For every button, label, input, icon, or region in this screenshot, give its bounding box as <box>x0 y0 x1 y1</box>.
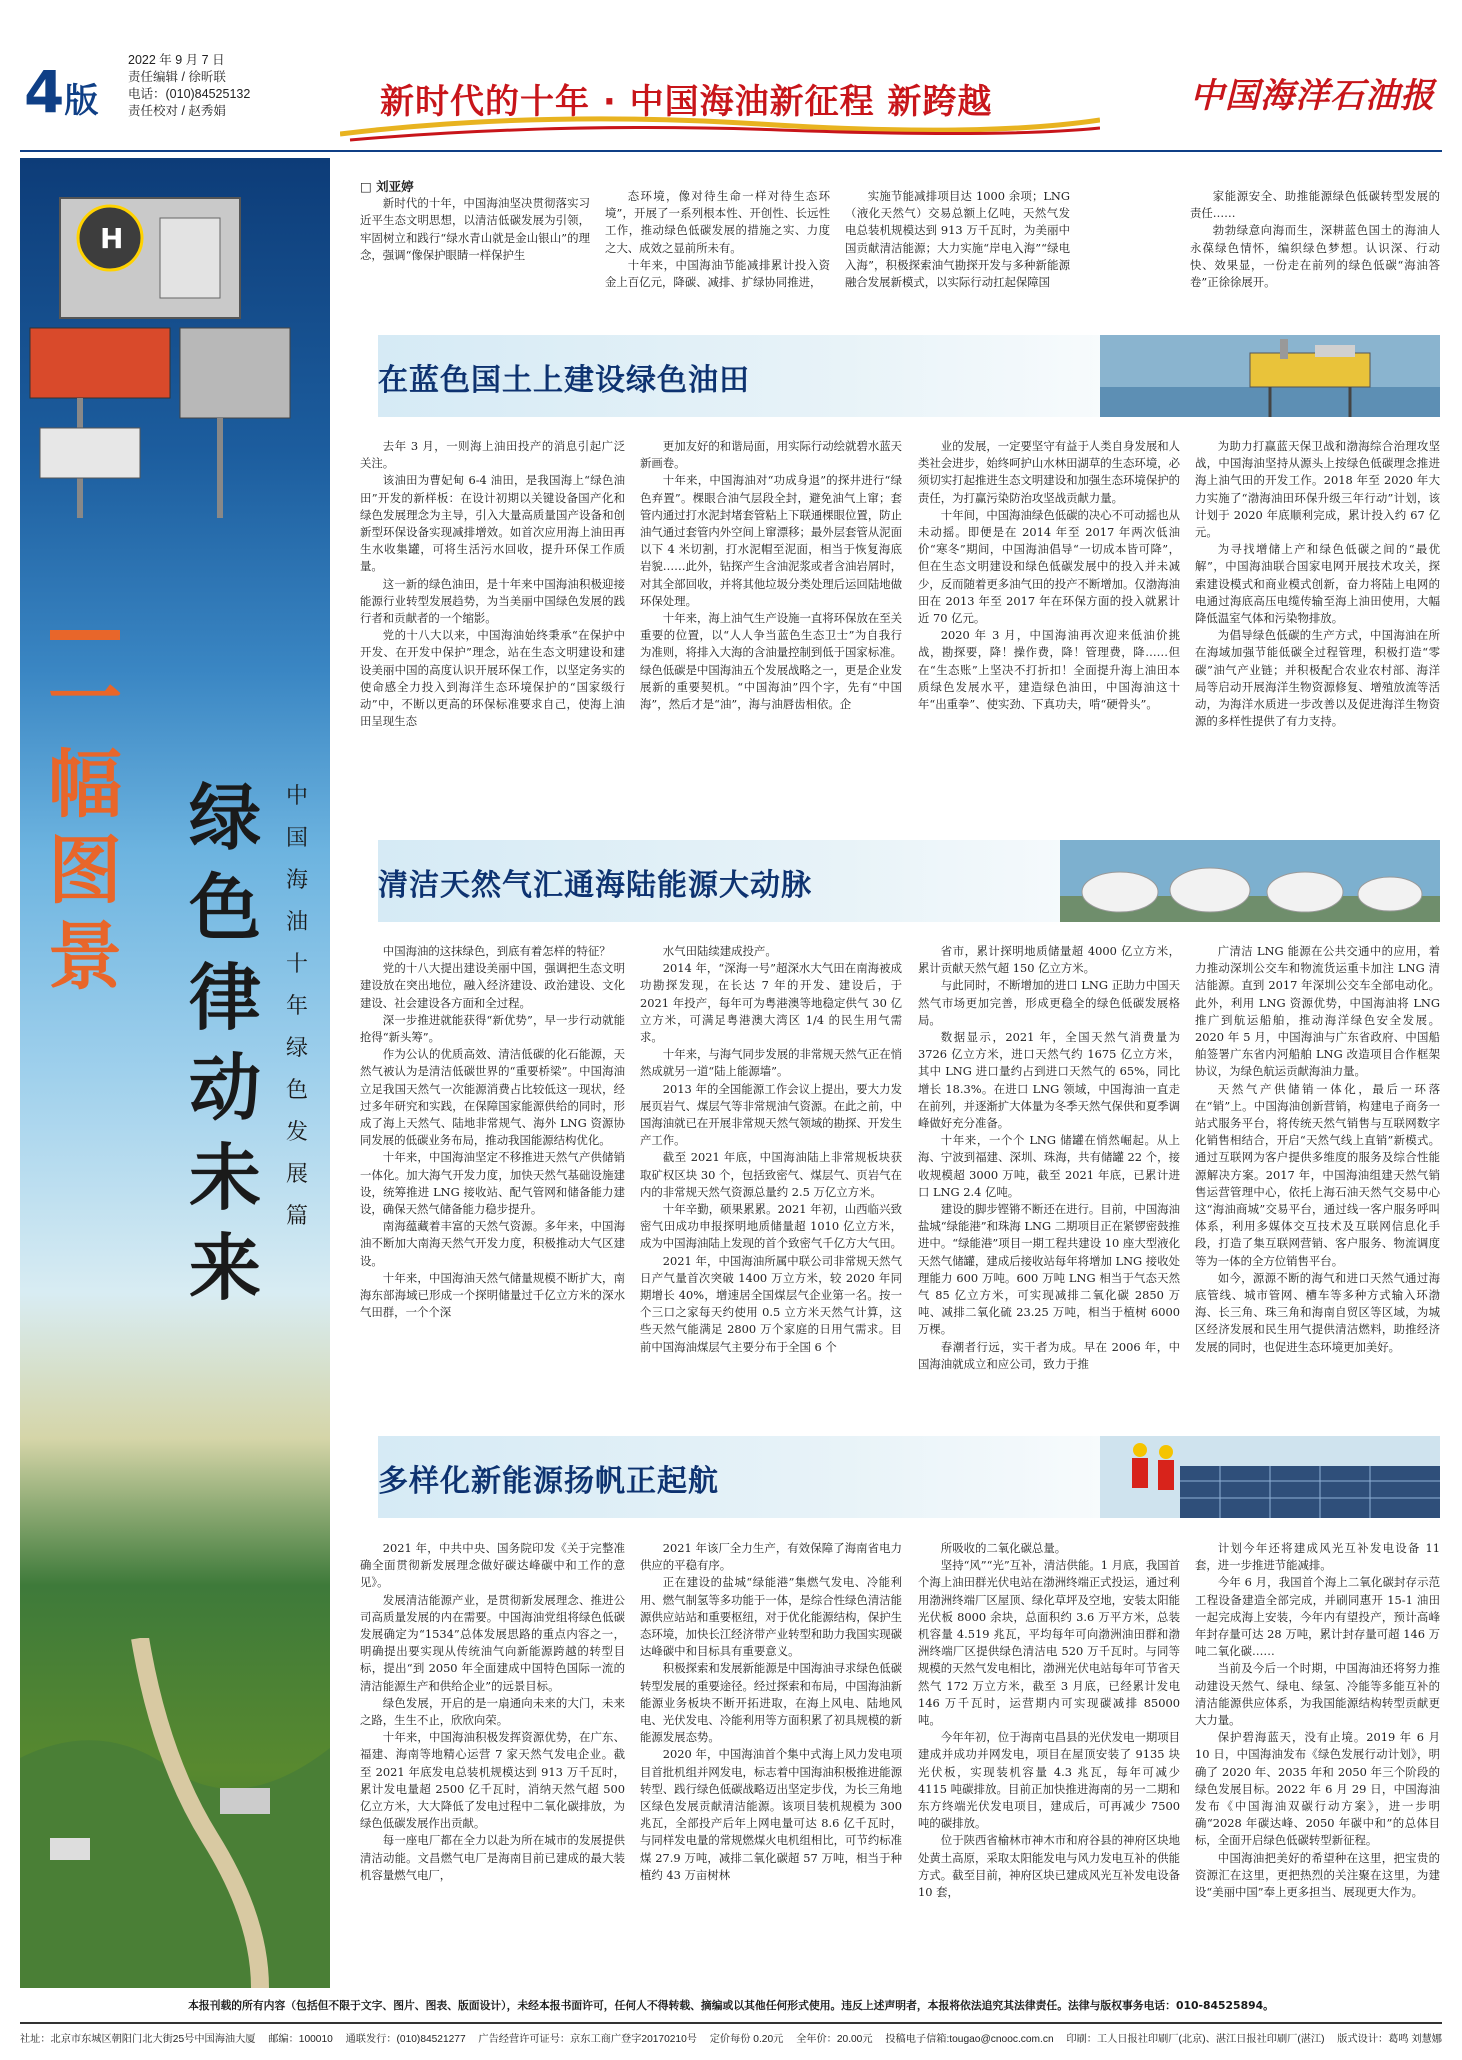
section-header-new-energy <box>360 1436 1440 1518</box>
paragraph: 保护碧海蓝天，没有止境。2019 年 6 月 10 日，中国海油发布《绿色发展行动计划》，明确了 2020 年、2035 年和 2050 年三个阶段的绿色发展目标。2022 年 6 月 29 日，中国海油发布《中国海油双碳行动方案》，进一步明确“2028 年碳达峰、2050 年碳中和”的总体目标，全面开启绿色低碳转型新征程。 <box>1195 1730 1440 1848</box>
footer-price: 定价每份 0.20元 <box>709 2034 784 2045</box>
paragraph: 发展清洁能源产业，是贯彻新发展理念、推进公司高质量发展的内在需要。中国海油党组将绿色低碳发展确定为“1534”总体发展思路的重点内容之一，明确提出要实现从传统油气向新能源跨越的转型目标，提出“到 2050 年全面建成中国特色国际一流的清洁能源生产和供给企业”的远景目标。 <box>360 1592 625 1693</box>
footer-email: 投稿电子信箱:tougao@cnooc.com.cn <box>885 2034 1054 2045</box>
paragraph: 当前及今后一个时期，中国海油还将努力推动建设天然气、绿电、绿氢、冷能等多能互补的清洁能源供应体系，为我国能源结构转型贡献更大力量。 <box>1195 1661 1440 1728</box>
footer-annual-price: 全年价：20.00元 <box>796 2034 873 2045</box>
paragraph: 党的十八大提出建设美丽中国，强调把生态文明建设放在突出地位，融入经济建设、政治建设、文化建设、社会建设各方面和全过程。 <box>360 961 625 1010</box>
paragraph: 为倡导绿色低碳的生产方式，中国海油在所在海域加强节能低碳全过程管理，积极打造“零碳”油气产业链；并积极配合农业农村部、海洋局等启动开展海洋生物资源修复、增殖放流等活动，为海洋水质进一步改善以及促进海洋生物资源的多样性提供了有力支持。 <box>1195 628 1440 729</box>
paragraph: 位于陕西省榆林市神木市和府谷县的神府区块地处黄土高原，采取太阳能发电与风力发电互补的供能方式。截至目前，神府区块已建成风光互补发电设备 10 套， <box>918 1833 1180 1900</box>
paragraph: 2020 年 3 月，中国海油再次迎来低油价挑战，勘探要，降！操作费，降！管理费，降……但在“生态账”上坚决不打折扣！全面提升海上油田本质绿色发展水平，建造绿色油田，中国海油这十年“出重拳”、使实劲、下真功夫，啃“硬骨头”。 <box>918 628 1180 712</box>
paragraph: 勃勃绿意向海而生，深耕蓝色国土的海油人永葆绿色情怀，编织绿色梦想。认识深、行动快、效果显，一份走在前列的绿色低碳“海油答卷”正徐徐展开。 <box>1190 223 1440 290</box>
paragraph: 2021 年，中国海油所属中联公司非常规天然气日产气量首次突破 1400 万立方米，较 2020 年同期增长 40%，增速居全国煤层气企业第一名。按一个三口之家每天约使用 0.5 立方米天然气计算，这些天然气能满足 2800 万个家庭的日用气需求。目前中国海油煤层气主要分布于全国 6 个 <box>640 1253 902 1354</box>
copyright-notice: 本报刊载的所有内容（包括但不限于文字、图片、图表、版面设计），未经本报书面许可，任何人不得转载、摘编或以其他任何形式使用。违反上述声明者，本报将依法追究其法律责任。法律与版权事务电话：010-84525894。 <box>188 1999 1274 2012</box>
section-title: 多样化新能源扬帆正起航 <box>378 1464 719 1499</box>
intro-column-1 <box>360 178 590 296</box>
section1-column-1 <box>360 438 625 836</box>
paragraph: 为助力打赢蓝天保卫战和渤海综合治理攻坚战，中国海油坚持从源头上按绿色低碳理念推进海上油气田的开发工作。2018 年至 2020 年大力实施了“渤海油田环保升级三年行动”计划，该计划于 2020 年底顺利完成，累计投入约 67 亿元。 <box>1195 439 1440 540</box>
footer-layout: 版式设计：葛鸣 刘慧娜 <box>1337 2034 1442 2045</box>
paragraph: 十年来，中国海油节能减排累计投入资金上百亿元，降碳、减排、扩绿协同推进， <box>605 257 830 290</box>
intro-column-2 <box>605 188 830 298</box>
paragraph: 数据显示，2021 年，全国天然气消费量为 3726 亿立方米，进口天然气约 1675 亿立方米，其中 LNG 进口量约占到进口天然气的 65%，同比增长 18.3%。在进口 LNG 领域，中国海油一直走在前列，并逐渐扩大体量为冬季天然气保供和夏季调峰做好充分准备。 <box>918 1030 1180 1131</box>
paragraph: 为寻找增储上产和绿色低碳之间的“最优解”，中国海油联合国家电网开展技术攻关，探索建设模式和商业模式创新，奋力将陆上电网的电通过海底高压电缆传输至海上油田使用，大幅降低温室气体和污染物排放。 <box>1195 542 1440 626</box>
paragraph: 中国海油的这抹绿色，到底有着怎样的特征？ <box>382 944 611 958</box>
paragraph: 绿色发展，开启的是一扇通向未来的大门，未来之路，生生不止，欣欣向荣。 <box>360 1695 625 1728</box>
issue-date: 2022 年 9 月 7 日 <box>128 53 225 67</box>
paragraph: 每一座电厂都在全力以赴为所在城市的发展提供清洁动能。文昌燃气电厂是海南目前已建成的最大装机容量燃气电厂， <box>360 1833 625 1882</box>
paragraph: 十年来，中国海油对“功成身退”的探井进行“绿色弃置”。棵眼合油气层段全封，避免油气上窜；套管内通过打水泥封堵套管粘上下联通棵眼位置，防止油气通过套管内外空间上窜漂移；最外层套管从泥面以下 4 米切割，打水泥帽至泥面，相当于恢复海底岩貌……此外，钻探产生含油泥浆或者含油岩屑时，对其全部回收，并将其他垃圾分类处理后运回陆地做环保处理。 <box>640 473 902 608</box>
paragraph: 态环境，像对待生命一样对待生态环境”，开展了一系列根本性、开创性、长远性工作，推动绿色低碳发展的措施之实、力度之大、成效之显前所未有。 <box>605 189 830 255</box>
paragraph: 作为公认的优质高效、清洁低碳的化石能源，天然气被认为是清洁低碳世界的“重要桥梁”。中国海油立足我国天然气一次能源消费占比较低这一现状，经过多年研究和实践，在保障国家能源供给的同时，形成了海上天然气、陆地非常规气、海外 LNG 资源协同发展的低碳业务布局，推动我国能源结构优化。 <box>360 1047 625 1148</box>
masthead-info <box>128 52 250 120</box>
page-number: 4版 <box>24 58 97 126</box>
paragraph: 2020 年，中国海油首个集中式海上风力发电项目首批机组并网发电，标志着中国海油积极推进能源转型、践行绿色低碳战略迈出坚定步伐，为长三角地区绿色发展贡献清洁能源。该项目装机规模为 300 兆瓦，全部投产后年上网电量可达 8.6 亿千瓦时，与同样发电量的常规燃煤火电机组相比，可节约标准煤 27.9 万吨，减排二氧化碳超 57 万吨，相当于种植约 43 万亩树林 <box>640 1747 902 1882</box>
paragraph: 春潮者行远，实干者为成。早在 2006 年，中国海油就成立和应公司，致力于推 <box>918 1339 1180 1371</box>
paragraph: 十年来，中国海油坚定不移推进天然气产供储销一体化。加大海气开发力度，加快天然气基础设施建设，统筹推进 LNG 接收站、配气管网和储备能力建设，确保天然气储备能力稳步提升。 <box>360 1150 625 1217</box>
paragraph: 正在建设的盐城“绿能港”集燃气发电、冷能利用、燃气制氢等多功能于一体，是综合性绿色清洁能源供应站站和重要枢纽，对于优化能源结构，保护生态环境，加快长江经济带产业转型和助力我国实现碳达峰碳中和目标具有重要意义。 <box>640 1575 902 1659</box>
paragraph: 十年来，一个个 LNG 储罐在悄然崛起。从上海、宁波到福建、深圳、珠海，共有储罐 22 个，接收规模超 3000 万吨，截至 2021 年底，已累计进口 LNG 2.4 亿吨。 <box>918 1133 1180 1199</box>
paragraph: 2021 年，中共中央、国务院印发《关于完整准确全面贯彻新发展理念做好碳达峰碳中和工作的意见》。 <box>360 1541 625 1590</box>
paragraph: 2014 年，“深海一号”超深水大气田在南海被成功勘探发现，在长达 7 年的开发、建设后，于 2021 年投产，每年可为粤港澳等地稳定供气 30 亿立方米，可满足粤港澳大湾区 1/4 的民生用气需求。 <box>640 961 902 1045</box>
paragraph: 水气田陆续建成投产。 <box>662 944 777 958</box>
section2-column-1 <box>360 943 625 1401</box>
newspaper-logo: 中国海洋石油报 <box>1190 76 1435 116</box>
paragraph: 2013 年的全国能源工作会议上提出，要大力发展页岩气、煤层气等非常规油气资源。在此之前，中国海油就已在开展非常规天然气领域的勘探、开发生产工作。 <box>640 1081 902 1148</box>
section2-column-2 <box>640 943 902 1401</box>
section3-column-1 <box>360 1540 625 1982</box>
feature-title-top-text: 一幅图景 <box>48 656 122 1000</box>
masthead-divider <box>20 150 1442 152</box>
svg-text:H: H <box>100 222 124 255</box>
paragraph: 今年年初，位于海南屯昌县的光伏发电一期项目建成并成功并网发电，项目在屋顶安装了 9135 块光伏板，实现装机容量 4.3 兆瓦，每年可减少 4115 吨碳排放。目前正加快推进海南的另一二期和东方终端光伏发电项目，建成后，可再减少 7500 吨的碳排放。 <box>918 1730 1180 1831</box>
footer-ad-license: 广告经营许可证号：京东工商广登字20170210号 <box>478 2034 697 2045</box>
title-dash <box>50 630 120 640</box>
editor-phone: 电话：(010)84525132 <box>128 87 251 101</box>
paragraph: 积极探索和发展新能源是中国海油寻求绿色低碳转型发展的重要途径。经过探索和布局，中国海油新能源业务板块不断开拓进取，在海上风电、陆地风电、光伏发电、冷能利用等方面积累了初具规模的新能源发展态势。 <box>640 1661 902 1745</box>
section-header-green-oilfield <box>360 335 1440 417</box>
section3-column-2 <box>640 1540 902 1982</box>
paragraph: 十年来，海上油气生产设施一直将环保放在至关重要的位置，以“人人争当蓝色生态卫士”为自我行为准则，将排入大海的含油量控制到低于国家标准。绿色低碳是中国海油五个发展战略之一，更是企业发展新的重要契机。“中国海油”四个字，先有“中国海”，然后才是“油”，海与油唇齿相依。企 <box>640 611 902 712</box>
footer-postcode: 邮编：100010 <box>268 2034 333 2045</box>
section1-column-2 <box>640 438 902 836</box>
paragraph: 更加友好的和谐局面，用实际行动绘就碧水蓝天新画卷。 <box>640 439 902 471</box>
lng-terminal-photo <box>1060 840 1440 922</box>
paragraph: 十年来，中国海油积极发挥资源优势，在广东、福建、海南等地精心运营 7 家天然气发电企业。截至 2021 年底发电总装机规模达到 913 万千瓦时，累计发电量超 2500 亿千瓦时，消纳天然气超 500 亿立方米，大大降低了发电过程中二氧化碳排放，为绿色低碳发展作出贡献。 <box>360 1730 625 1831</box>
paragraph: 如今，源源不断的海气和进口天然气通过海底管线、城市管网、槽车等多种方式输入环渤海、长三角、珠三角和海南自贸区等区域，为城区经济发展和民生用气提供清洁燃料，助推经济发展的同时，也促进生态环境更加美好。 <box>1195 1270 1440 1354</box>
section3-column-4 <box>1195 1540 1440 1982</box>
paragraph: 这一新的绿色油田，是十年来中国海油积极迎接能源行业转型发展趋势，为当美丽中国绿色发展的践行者和贡献者的一个缩影。 <box>360 576 625 626</box>
paragraph: 天然气产供储销一体化，最后一环落在“销”上。中国海油创新营销，构建电子商务一站式服务平台，将传统天然气销售与互联网数字化销售相结合，开启“天然气线上直销”新模式。通过互联网为客户提供多维度的服务及综合性能源解决方案。2017 年，中国海油组建天然气销售运营管理中心，依托上海石油天然气交易中心这“海油商城”交易平台，通过线一客户服务呼叫体系，利用多媒体交互技术及互联网信息化手段，打造了集互联网营销、客户服务、物流调度等为一体的全方位销售平台。 <box>1195 1081 1440 1268</box>
paragraph: 广清洁 LNG 能源在公共交通中的应用，着力推动深圳公交车和物流货运重卡加注 LNG 清洁能源。直到 2017 年深圳公交车全部电动化。此外，利用 LNG 资源优势，中国海油将 LNG 推广到航运船舶，推动海洋绿色安全发展。2020 年 5 月，中国海油与广东省政府、中国船舶签署广东省内河船舶 LNG 改造项目合作框架协议，为绿色航运贡献海油力量。 <box>1195 944 1440 1079</box>
editor-credit: 责任编辑 / 徐昕联 <box>128 70 226 84</box>
oil-platform-photo <box>1100 335 1440 417</box>
solar-panel-photo <box>1100 1436 1440 1518</box>
section1-column-3 <box>918 438 1180 836</box>
paragraph: 截至 2021 年底，中国海油陆上非常规板块获取矿权区块 30 个，包括致密气、煤层气、页岩气在内的非常规天然气资源总量约 2.5 万亿立方米。 <box>640 1150 902 1199</box>
paragraph: 建设的脚步铿锵不断还在进行。目前，中国海油盐城“绿能港”和珠海 LNG 二期项目正在紧锣密鼓推进中。“绿能港”项目一期工程共建设 10 座大型液化天然气储罐，建成后接收站每年将增加 LNG 接收处理能力 600 万吨。600 万吨 LNG 相当于气态天然气 85 亿立方米，可实现减排二氧化碳 2850 万吨、减排二氧化硫 23.25 万吨，相当于植树 6000 万棵。 <box>918 1202 1180 1337</box>
footer-printer: 印刷：工人日报社印刷厂(北京)、湛江日报社印刷厂(湛江) <box>1066 2034 1325 2045</box>
feature-title-main: 绿色律动未来 <box>188 775 261 1310</box>
paragraph: 计划今年还将建成风光互补发电设备 11 套，进一步推进节能减排。 <box>1195 1541 1440 1573</box>
paragraph: 党的十八大以来，中国海油始终秉承“在保护中开发、在开发中保护”理念，站在生态文明建设和建设美丽中国的高度认识开展环保工作，以坚定务实的使命感全力投入到海洋生态环境保护的“国家级行动”中，不断以更高的环保标准要求自己，使海上油田呈现生态 <box>360 628 625 729</box>
proofreader-credit: 责任校对 / 赵秀娟 <box>128 104 226 118</box>
paragraph: 十年来，与海气同步发展的非常规天然气正在悄然成就另一道“陆上能源墙”。 <box>640 1047 902 1079</box>
byline: □ 刘亚婷 <box>360 179 414 194</box>
footer-address: 社址：北京市东城区朝阳门北大街25号中国海油大厦 <box>20 2034 256 2045</box>
paragraph: 南海蕴藏着丰富的天然气资源。多年来，中国海油不断加大南海天然气开发力度，积极推动大气区建设。 <box>360 1219 625 1268</box>
section-header-natural-gas <box>360 840 1440 922</box>
footer-info <box>20 2030 1442 2045</box>
offshore-platform-illustration <box>20 158 330 518</box>
paragraph: 今年 6 月，我国首个海上二氧化碳封存示范工程设备建造全部完成，并刷同惠开 15-1 油田一起完成海上安装，今年内有望投产，预计高峰年封存量可达 28 万吨，累计封存量可超 146 万吨二氧化碳…… <box>1195 1575 1440 1659</box>
paragraph: 业的发展，一定要坚守有益于人类自身发展和人类社会进步，始终呵护山水林田湖草的生态环境，必须切实打起推进生态文明建设和加强生态环境保护的责任，为打赢污染防治攻坚战贡献力量。 <box>918 439 1180 505</box>
paragraph: 坚持“风”“光”互补，清洁供能。1 月底，我国首个海上油田群光伏电站在渤洲终端正式投运，通过利用渤洲终端厂区屋顶、绿化草坪及空地，安装太阳能光伏板 8000 余块，总面积约 3.6 万平方米，总装机容量 4.519 兆瓦，平均每年可向渤洲油田群和渤洲终端厂区提供绿色清洁电 520 万千瓦时。与同等规模的天然气发电相比，渤洲光伏电站每年可节省天然气 172 万立方米，截至 3 月底，已经累计发电 146 万千瓦时，运营期内可实现碳减排 85000 吨。 <box>918 1558 1180 1728</box>
section-title: 清洁天然气汇通海陆能源大动脉 <box>378 868 812 903</box>
paragraph: 所吸收的二氧化碳总量。 <box>940 1541 1067 1555</box>
section3-column-3 <box>918 1540 1180 1982</box>
paragraph: 与此同时，不断增加的进口 LNG 正助力中国天然气市场更加完善，形成更稳全的绿色低碳发展格局。 <box>918 978 1180 1027</box>
footer-divider <box>20 2022 1442 2024</box>
section-title: 在蓝色国土上建设绿色油田 <box>378 363 750 398</box>
paragraph: 该油田为曹妃甸 6-4 油田，是我国海上“绿色油田”开发的新样板：在设计初期以关键设备国产化和绿色发展理念为主导，引入大量高质量国产设备和创新型环保设备实现减排增效。如首次应用海上油田再生水收集罐，可将生活污水回收，提升环保工作质量。 <box>360 473 625 574</box>
footer-ad-phone: 通联发行：(010)84521277 <box>345 2034 466 2045</box>
section2-column-4 <box>1195 943 1440 1401</box>
section1-column-4 <box>1195 438 1440 836</box>
paragraph: 去年 3 月，一则海上油田投产的消息引起广泛关注。 <box>360 439 625 471</box>
paragraph: 十年辛勤，硕果累累。2021 年初，山西临兴致密气田成功申报探明地质储量超 1010 亿立方米，成为中国海油陆上发现的首个致密气千亿方大气田。 <box>640 1202 902 1251</box>
banner-title: 新时代的十年 · 中国海油新征程 新跨越 <box>380 82 993 122</box>
paragraph: 实施节能减排项目达 1000 余项；LNG（液化天然气）交易总额上亿吨，天然气发电总装机规模达到 913 万千瓦时，为美丽中国贡献清洁能源；大力实施“岸电入海”“绿电入海”，积极探索油气勘探开发与多种新能源融合发展新模式，以实际行动扛起保障国 <box>845 189 1070 290</box>
paragraph: 2021 年该厂全力生产，有效保障了海南省电力供应的平稳有序。 <box>640 1541 902 1573</box>
paragraph: 十年间，中国海油绿色低碳的决心不可动摇也从未动摇。即便是在 2014 年至 2017 年两次低油价“寒冬”期间，中国海油倡导“一切成本皆可降”，但在生态文明建设和绿色低碳发展中的投入并未减少，反而随着更多油气田的投产不断增加。仅渤海油田在 2013 年至 2017 年在环保方面的投入就累计近 70 亿元。 <box>918 507 1180 626</box>
paragraph: 家能源安全、助推能源绿色低碳转型发展的责任…… <box>1190 189 1440 221</box>
series-banner <box>340 54 1140 144</box>
feature-strip <box>20 158 330 1988</box>
feature-title-top <box>40 618 130 1000</box>
series-subtitle: 中国海油十年绿色发展篇 <box>285 784 308 1229</box>
intro-column-4 <box>1190 188 1440 298</box>
section2-column-3 <box>918 943 1180 1401</box>
masthead <box>0 0 1462 150</box>
paragraph: 省市，累计探明地质储量超 4000 亿立方米，累计贡献天然气超 150 亿立方米。 <box>918 944 1180 976</box>
paragraph: 新时代的十年，中国海油坚决贯彻落实习近平生态文明思想，以清洁低碳发展为引领，牢固树立和践行“绿水青山就是金山银山”的理念，强调“像保护眼睛一样保护生 <box>360 196 590 262</box>
paragraph: 深一步推进就能获得“新优势”，早一步行动就能抢得“新头筹”。 <box>360 1012 625 1045</box>
coastal-plant-illustration <box>20 1638 330 1988</box>
intro-column-3 <box>845 188 1070 298</box>
paragraph: 十年来，中国海油天然气储量规模不断扩大，南海东部海域已形成一个探明储量过千亿立方米的深水气田群，一个个深 <box>360 1270 625 1320</box>
paragraph: 中国海油把美好的希望种在这里，把宝贵的资源汇在这里，更把热烈的关注聚在这里，为建设“美丽中国”奉上更多担当、展现更大作为。 <box>1195 1850 1440 1900</box>
